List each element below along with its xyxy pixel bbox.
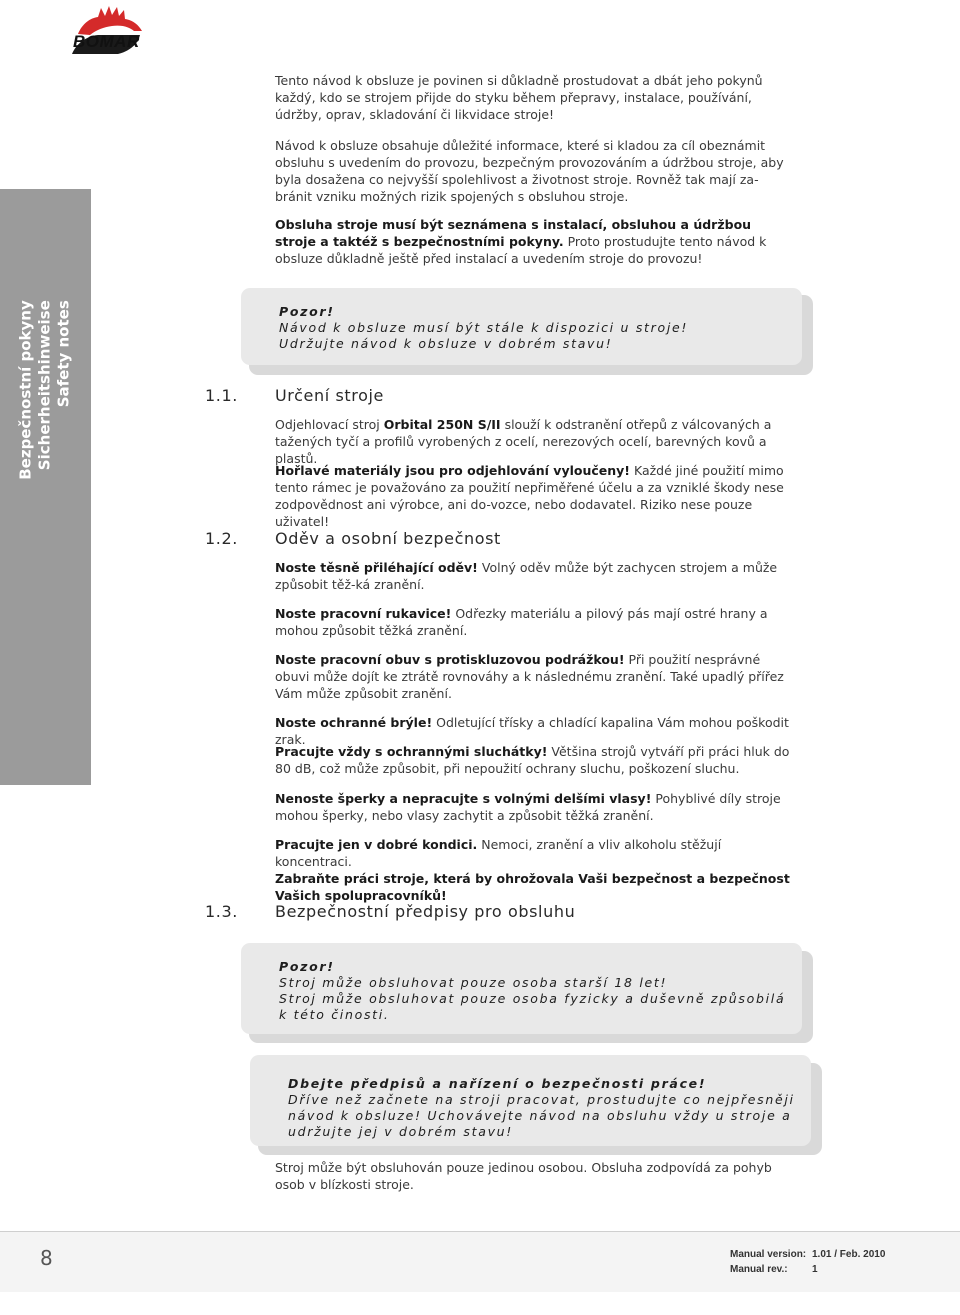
section-2-item-3 [275,651,795,702]
section-1-number: 1.1. [205,386,238,405]
manual-version-label: Manual version: [730,1249,807,1260]
section-1-title: Určení stroje [275,386,384,405]
brand-name: BOMAR [73,32,140,51]
section-3-title: Bezpečnostní předpisy pro obsluhu [275,902,576,921]
sidebar-tab [0,189,91,785]
note-3-box [250,1055,811,1146]
s2-item-1-bold: Noste těsně přiléhající oděv! [275,560,478,575]
section-1-paragraph-2 [275,462,795,530]
section-3-number: 1.3. [205,902,238,921]
intro-paragraph-3 [275,216,795,267]
intro-paragraph-1: Tento návod k obsluze je povinen si důkladně prostudovat a dbát jeho pokynů každý, kdo se strojem přijde do styku během přepravy, instalace, používání, údržby, oprav, skladování či likvidace stroje! [275,73,763,122]
s2-item-6-rest: Pohyblivé díly stroje mohou šperky, nebo vlasy zachytit a způsobit těžká zranění. [275,791,781,823]
s2-item-5-rest: Většina strojů vytváří při práci hluk do 80 dB, což může způsobit, při nepoužití ochrany sluchu, poškození sluchu. [275,744,790,776]
s2-item-7-bold-2: Zabraňte práci stroje, která by ohrožovala Vaši bezpečnost a bezpečnost Vašich spolupracovníků! [275,871,790,903]
manual-rev-label: Manual rev.: [730,1264,788,1275]
section-2-item-2 [275,605,795,639]
section-2-item-6 [275,790,795,824]
section-1-heading [205,386,384,405]
note-2-line-1: Stroj může obsluhovat pouze osoba starší 18 let! [279,975,668,990]
sidebar-title-cz: Bezpečnostní pokyny [16,300,35,480]
note-3-line-2: návod k obsluze! Uchovávejte návod na obsluhu vždy u stroje a [288,1108,792,1123]
s2-item-2-bold: Noste pracovní rukavice! [275,606,452,621]
s2-item-3-bold: Noste pracovní obuv s protiskluzovou podrážkou! [275,652,625,667]
section-2-item-5 [275,743,795,777]
note-1-title: Pozor! [279,304,335,319]
note-2-box [241,943,802,1034]
note-1-line-2: Udržujte návod k obsluze v dobrém stavu! [279,336,613,351]
note-1-box [241,288,802,365]
intro-paragraph-2: Návod k obsluze obsahuje důležité informace, které si kladou za cíl obeznámit obsluhu s uvedením do provozu, bezpečným provozováním a údržbou stroje, aby byla dosažena co nejvyšší spolehlivost a životnost stroje. Rovněž tak mají za-bránit vzniku možných rizik spojených s obsluhou stroje. [275,138,784,204]
sidebar-title-en: Safety notes [54,300,73,408]
section-2-title: Oděv a osobní bezpečnost [275,529,501,548]
sidebar-title-de: Sicherheitshinweise [35,300,54,471]
s2-item-1-rest: Volný oděv může být zachycen strojem a může způsobit těž-ká zranění. [275,560,778,592]
footer-band [0,1232,960,1292]
note-1-line-1: Návod k obsluze musí být stále k dispozici u stroje! [279,320,689,335]
intro-p3-bold: Obsluha stroje musí být seznámena s instalací, obsluhou a údržbou stroje a taktéž s bezpečnostními pokyny. [275,217,752,249]
note-3-title: Dbejte předpisů a nařízení o bezpečnosti práce! [288,1076,707,1091]
s2-item-7-rest: Nemoci, zranění a vliv alkoholu stěžují koncentraci. [275,837,722,869]
section-2-number: 1.2. [205,529,238,548]
note-3-line-3: udržujte jej v dobrém stavu! [288,1124,513,1139]
closing-paragraph: Stroj může být obsluhován pouze jedinou osobou. Obsluha zodpovídá za pohyb osob v blízkosti stroje. [275,1160,772,1192]
s1-p1-model: Orbital 250N S/II [383,417,501,432]
s2-item-2-rest: Odřezky materiálu a pilový pás mají ostré hrany a mohou způsobit těžká zranění. [275,606,768,638]
section-2-heading [205,529,501,548]
s2-item-7-bold: Pracujte jen v dobré kondici. [275,837,478,852]
s2-item-5-bold: Pracujte vždy s ochrannými sluchátky! [275,744,548,759]
manual-version-value: 1.01 / Feb. 2010 [812,1249,886,1260]
note-2-title: Pozor! [279,959,335,974]
page-number: 8 [40,1246,53,1270]
s2-item-6-bold: Nenoste šperky a nepracujte s volnými delšími vlasy! [275,791,652,806]
intro-p3-rest: Proto prostudujte tento návod k obsluze důkladně ještě před instalací a uvedením stroje do provozu! [275,234,767,266]
s1-p2-bold: Hořlavé materiály jsou pro odjehlování vyloučeny! [275,463,630,478]
s1-p1-a: Odjehlovací stroj [275,417,384,432]
sidebar-titles [17,300,74,480]
note-3-line-1: Dříve než začnete na stroji pracovat, prostudujte co nejpřesněji [288,1092,795,1107]
s2-item-4-rest: Odletující třísky a chladící kapalina Vám mohou poškodit zrak. [275,715,789,747]
section-2-item-7 [275,836,795,904]
section-1-paragraph-1 [275,416,795,467]
s1-p1-b: slouží k odstranění otřepů z válcovaných a tažených tyčí a profilů vyrobených z ocelí, nerezových ocelí, barevných kovů a plastů. [275,417,772,466]
manual-rev-value: 1 [812,1264,818,1275]
s2-item-3-rest: Při použití nesprávné obuvi může dojít ke ztrátě rovnováhy a k následnému zranění. Také upadlý přířez Vám může způsobit zranění. [275,652,784,701]
note-2-line-2: Stroj může obsluhovat pouze osoba fyzicky a duševně způsobilá [279,991,786,1006]
section-2-item-1 [275,559,795,593]
note-2-line-3: k této činosti. [279,1007,390,1022]
section-3-heading [205,902,575,921]
s2-item-4-bold: Noste ochranné brýle! [275,715,433,730]
s1-p2-rest: Každé jiné použití mimo tento rámec je považováno za použití nepřiměřené účelu a za vzniklé škody nese zodpovědnost ani výrobce, ani do-vozce, nebo dodavatel. Riziko nese pouze uživatel! [275,463,784,529]
